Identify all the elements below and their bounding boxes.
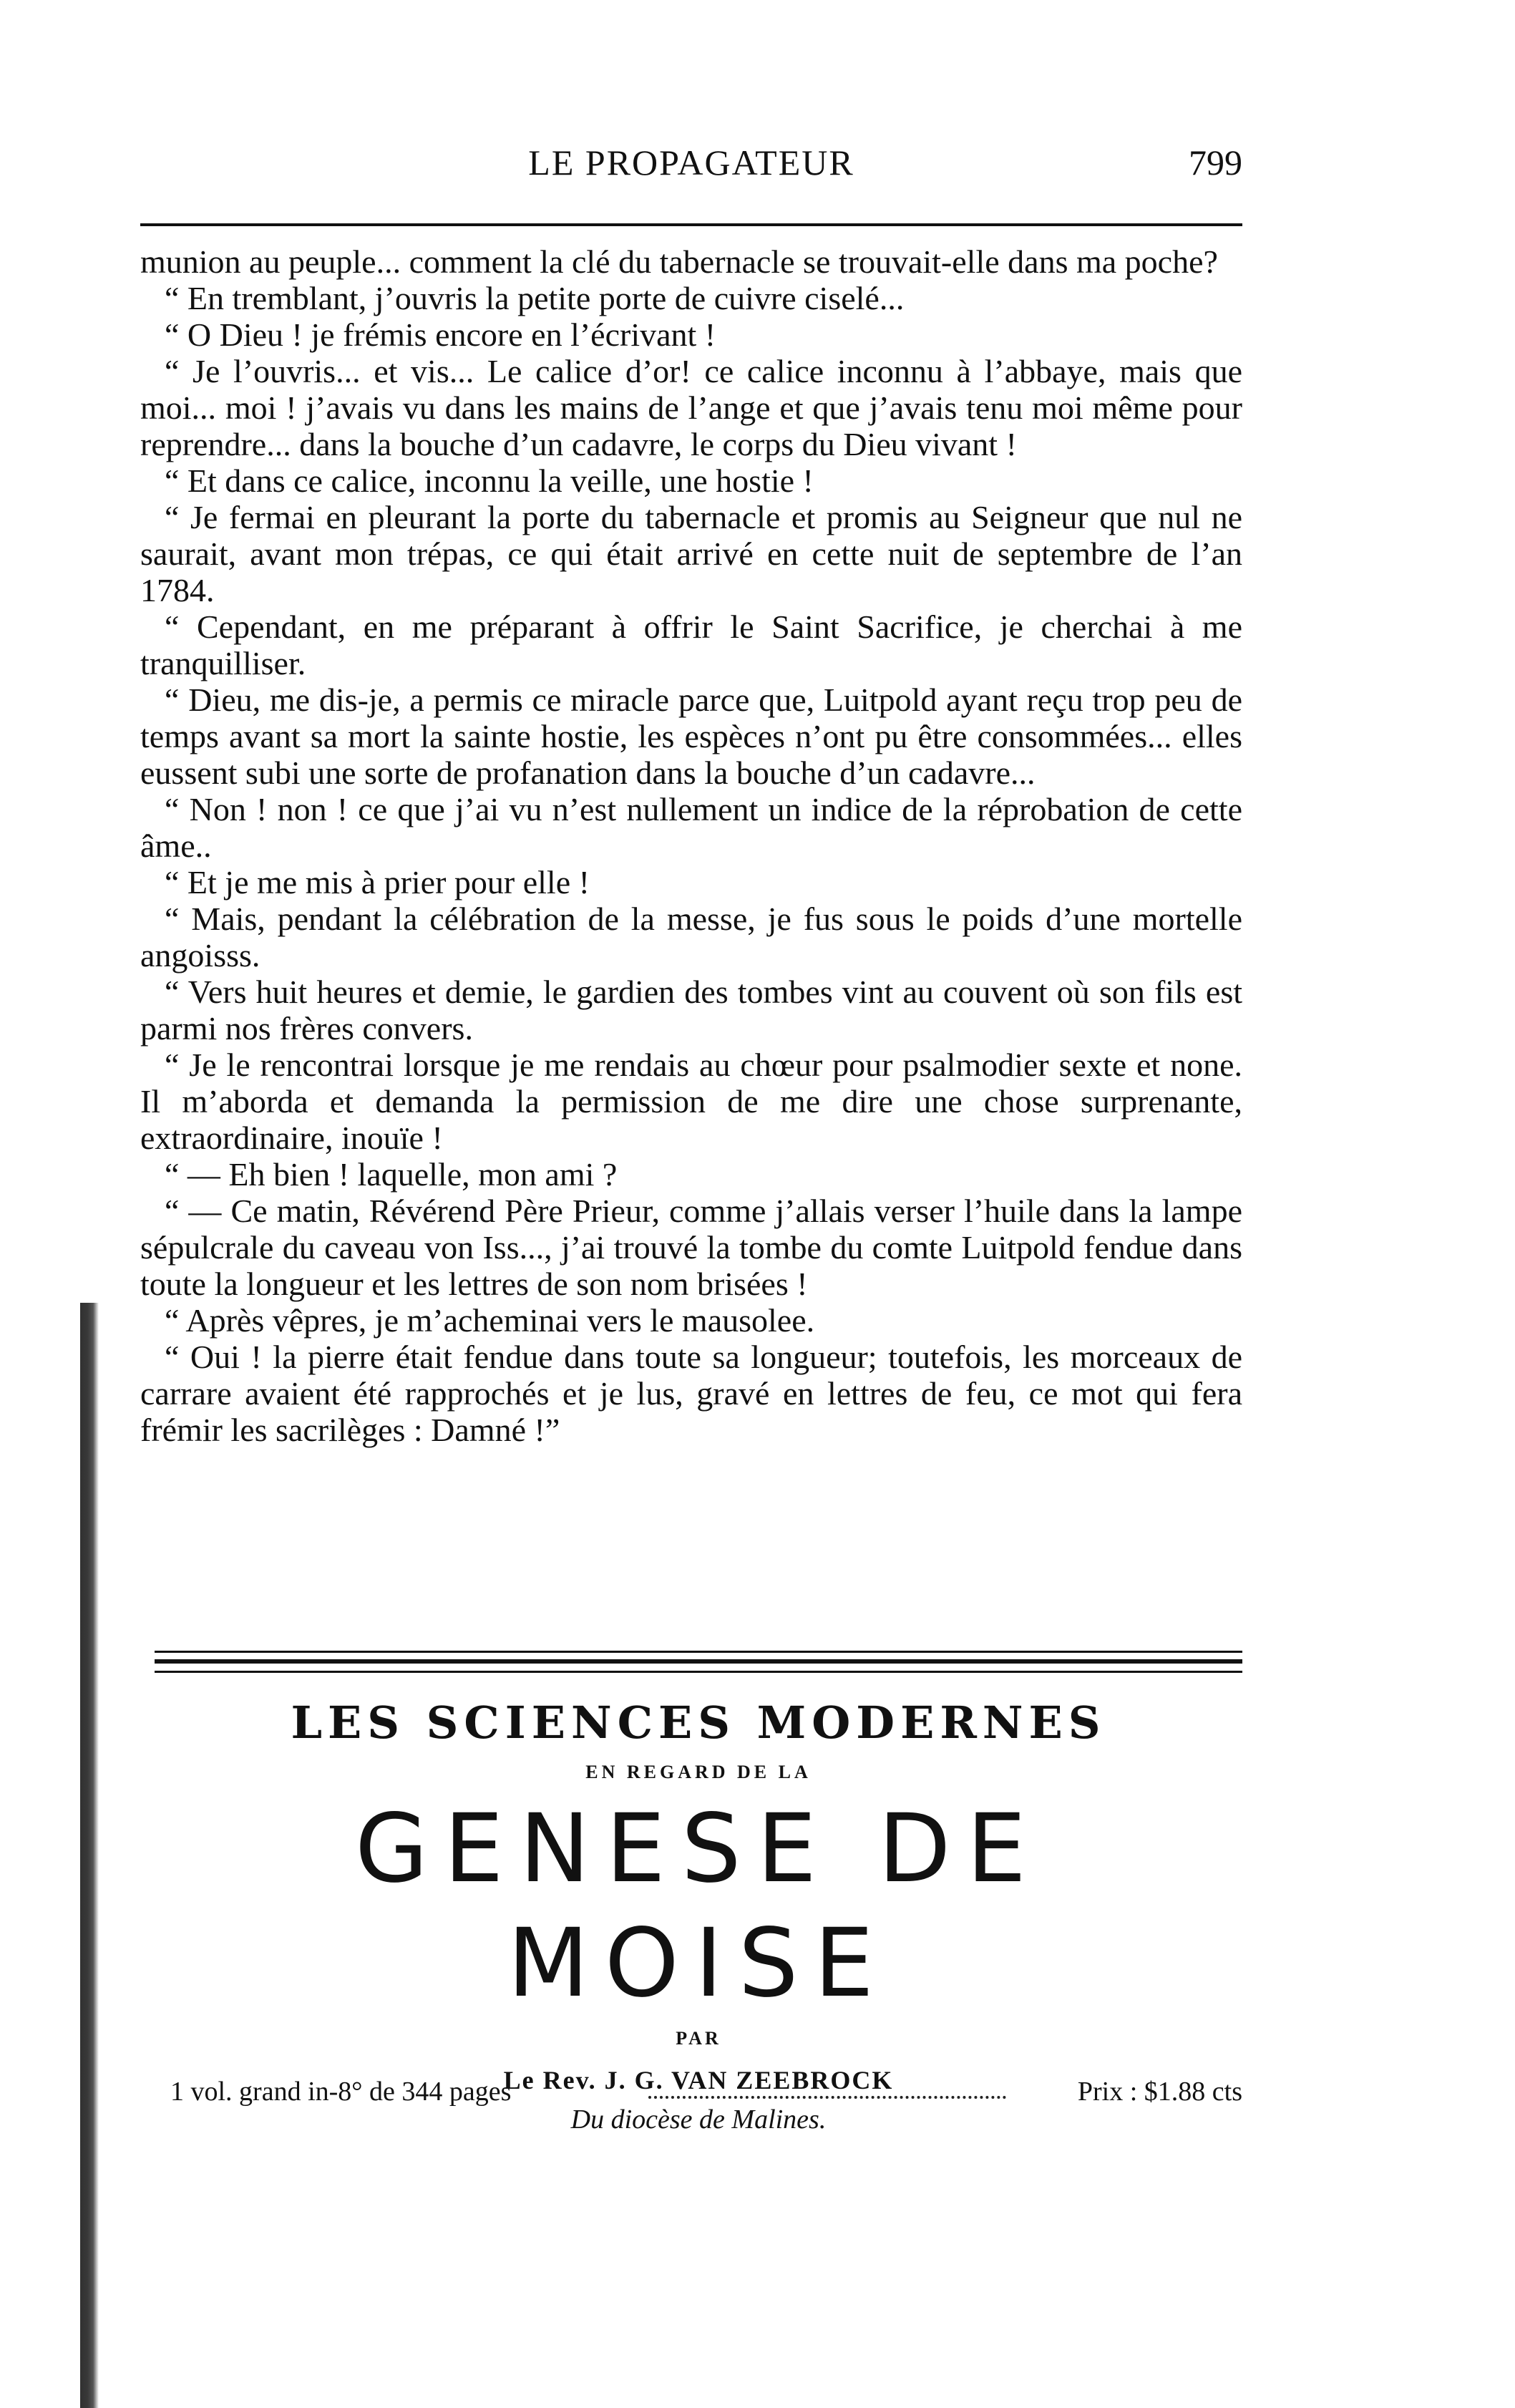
ad-price-line	[155, 2076, 1242, 2112]
section-rule	[155, 1671, 1242, 1673]
paragraph: “ O Dieu ! je frémis encore en l’écrivant !	[165, 316, 716, 353]
paragraph: “ Oui ! la pierre était fendue dans toute sa longueur; toutefois, les morceaux de carrare avaient été rapprochés et je lus, gravé en lettres de feu, ce mot qui fera frémir les sacrilèges : Damné !”	[140, 1339, 1242, 1448]
paragraph: “ Non ! non ! ce que j’ai vu n’est nullement un indice de la réprobation de cette âme..	[140, 791, 1242, 864]
running-header	[140, 136, 1242, 193]
book-advertisement	[155, 1689, 1242, 2135]
ad-price: Prix : $1.88 cts	[1077, 2077, 1242, 2107]
paragraph: “ — Eh bien ! laquelle, mon ami ?	[165, 1156, 618, 1193]
ad-subheading: EN REGARD DE LA	[585, 1762, 812, 1782]
paragraph: “ Cependant, en me préparant à offrir le Saint Sacrifice, je cherchai à me tranquilliser.	[140, 608, 1242, 681]
paragraph: “ Je le rencontrai lorsque je me rendais au chœur pour psalmodier sexte et none. Il m’aborda et demanda la permission de me dire une chose surprenante, extraordinaire, inouïe !	[140, 1047, 1242, 1156]
ad-heading: LES SCIENCES MODERNES	[291, 1696, 1106, 1749]
ad-author: Le Rev. J. G. VAN ZEEBROCK	[503, 2066, 894, 2094]
ad-diocese: Du diocèse de Malines.	[570, 2104, 827, 2135]
paragraph: “ Je fermai en pleurant la porte du tabernacle et promis au Seigneur que nul ne saurait, avant mon trépas, ce qui était arrivé en cette nuit de septembre de l’an 1784.	[140, 499, 1242, 608]
paragraph: “ Vers huit heures et demie, le gardien des tombes vint au couvent où son fils est parmi nos frères convers.	[140, 974, 1242, 1047]
page-number: 799	[1189, 142, 1242, 183]
paragraph: “ — Ce matin, Révérend Père Prieur, comme j’allais verser l’huile dans la lampe sépulcrale du caveau von Iss..., j’ai trouvé la tombe du comte Luitpold fendue dans toute la longueur et les lettres de son nom brisées !	[140, 1193, 1242, 1302]
section-rule	[155, 1659, 1242, 1664]
ad-title: GENESE DE MOISE	[354, 1794, 1043, 2019]
body-text	[140, 243, 1242, 1448]
header-rule	[140, 223, 1242, 226]
dot-leader	[648, 2096, 1006, 2099]
paragraph: munion au peuple... comment la clé du tabernacle se trouvait-elle dans ma poche?	[140, 243, 1218, 280]
ad-volume: 1 vol. grand in-8° de 344 pages	[170, 2077, 512, 2107]
paragraph: “ Mais, pendant la célébration de la messe, je fus sous le poids d’une mortelle angoisss.	[140, 900, 1242, 974]
ad-by-label: PAR	[676, 2028, 721, 2049]
paragraph: “ Et dans ce calice, inconnu la veille, une hostie !	[165, 462, 814, 499]
running-title: LE PROPAGATEUR	[528, 142, 854, 183]
paragraph: “ Après vêpres, je m’acheminai vers le mausolee.	[165, 1302, 815, 1339]
paragraph: “ Dieu, me dis-je, a permis ce miracle parce que, Luitpold ayant reçu trop peu de temps avant sa mort la sainte hostie, les espèces n’ont pu être consommées... elles eussent subi une sorte de profanation dans la bouche d’un cadavre...	[140, 681, 1242, 791]
binding-shadow	[80, 1303, 99, 2408]
paragraph: “ Et je me mis à prier pour elle !	[165, 864, 590, 900]
paragraph: “ Je l’ouvris... et vis... Le calice d’or! ce calice inconnu à l’abbaye, mais que moi... moi ! j’avais vu dans les mains de l’ange et que j’avais tenu moi même pour reprendre... dans la bouche d’un cadavre, le corps du Dieu vivant !	[140, 353, 1242, 462]
section-rule	[155, 1651, 1242, 1653]
paragraph: “ En tremblant, j’ouvris la petite porte de cuivre ciselé...	[165, 280, 905, 316]
